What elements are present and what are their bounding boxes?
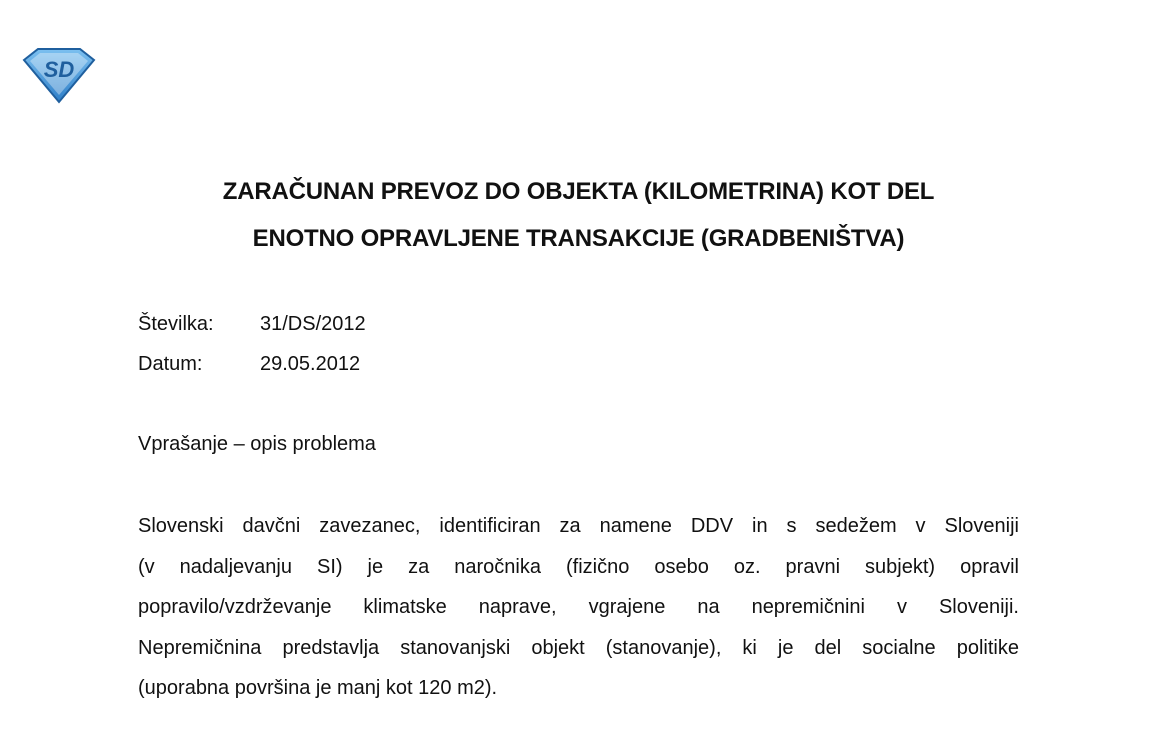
paragraph-line: Nepremičnina predstavlja stanovanjski objekt (stanovanje), ki je del socialne politike bbox=[138, 636, 1019, 659]
paragraph-line: Slovenski davčni zavezanec, identificiran za namene DDV in s sedežem v Sloveniji bbox=[138, 515, 1019, 537]
paragraph-line: (v nadaljevanju SI) je za naročnika (fizično osebo oz. pravni subjekt) opravil bbox=[138, 555, 1019, 578]
meta-date-label: Datum: bbox=[138, 353, 203, 375]
paragraph-line: (uporabna površina je manj kot 120 m2). bbox=[138, 677, 498, 699]
meta-date-value: 29.05.2012 bbox=[260, 353, 361, 375]
svg-text:SD: SD bbox=[43, 57, 75, 82]
meta-number-value: 31/DS/2012 bbox=[260, 313, 366, 335]
section-heading: Vprašanje – opis problema bbox=[138, 433, 376, 455]
company-logo-icon bbox=[20, 46, 98, 106]
document-title-line-2: ENOTNO OPRAVLJENE TRANSAKCIJE (GRADBENIŠTVA) bbox=[252, 225, 905, 252]
meta-date-row bbox=[138, 353, 360, 376]
meta-number-row bbox=[138, 313, 366, 336]
body-paragraph bbox=[138, 512, 1019, 715]
meta-number-label: Številka: bbox=[138, 313, 214, 335]
document-title-line-1: ZARAČUNAN PREVOZ DO OBJEKTA (KILOMETRINA) KOT DEL bbox=[222, 178, 935, 205]
paragraph-line: popravilo/vzdrževanje klimatske naprave, vgrajene na nepremičnini v Sloveniji. bbox=[138, 596, 1019, 618]
